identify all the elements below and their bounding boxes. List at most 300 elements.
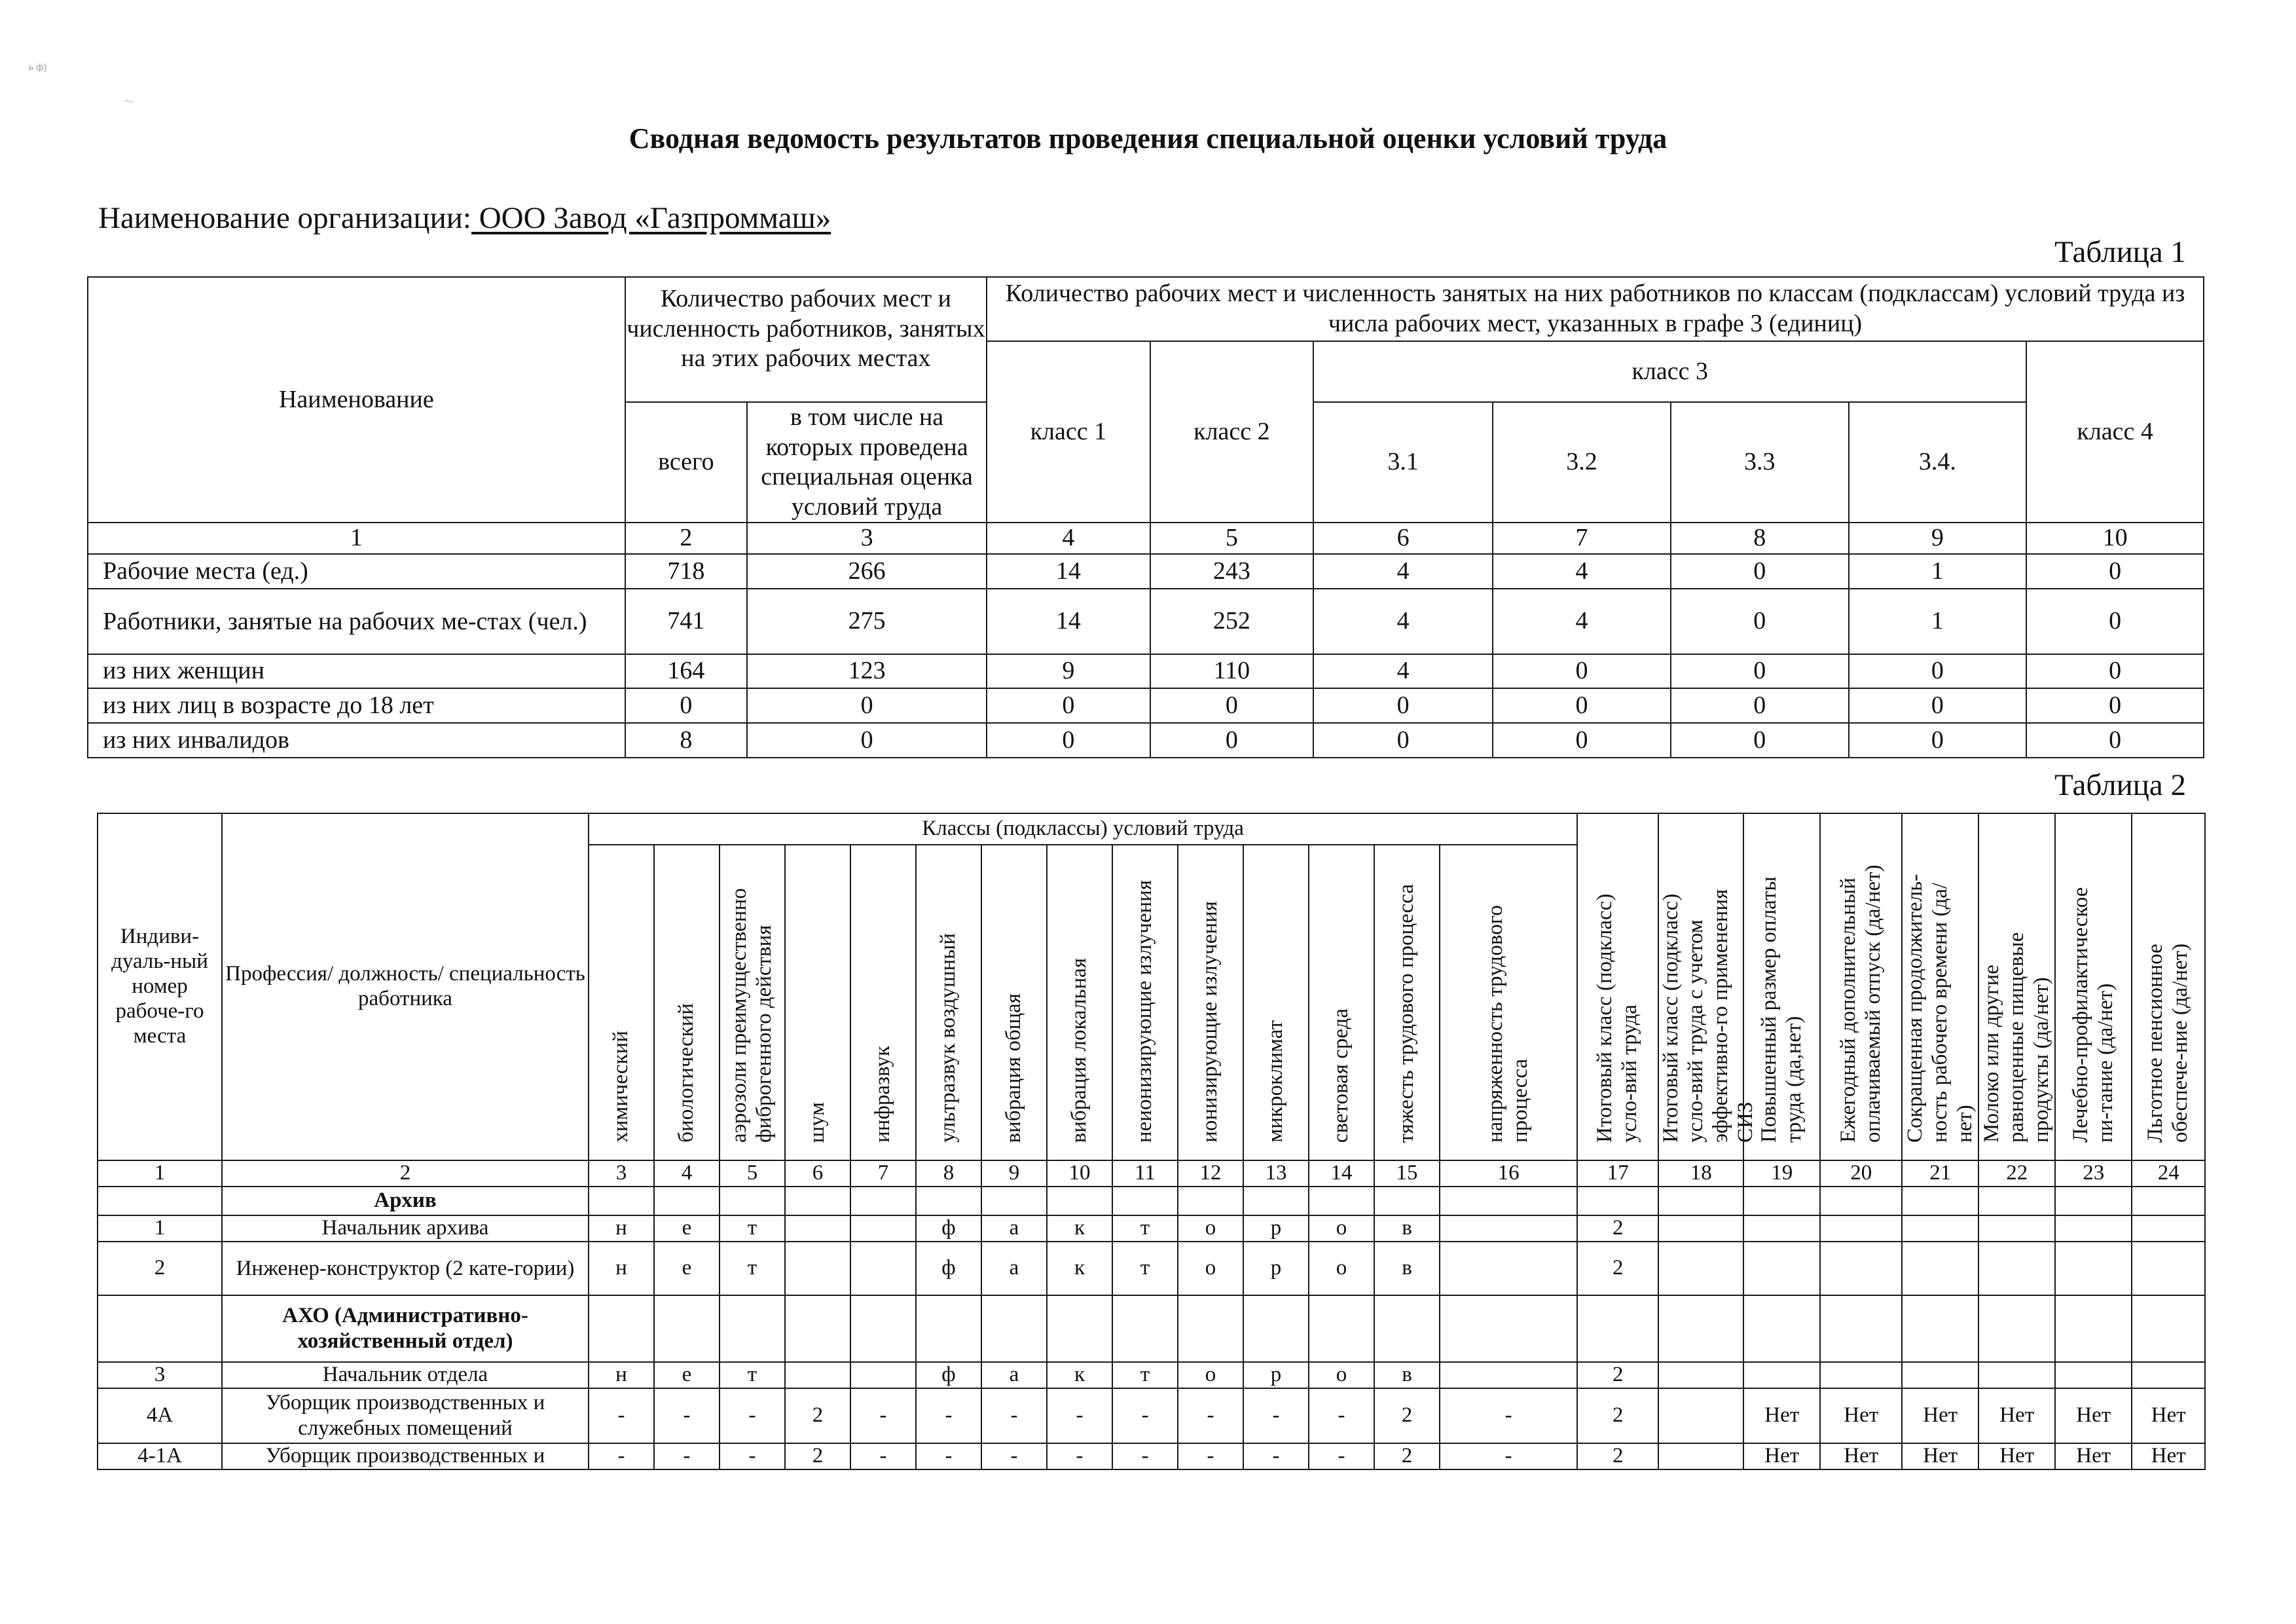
t2-factor-text: световая среда	[1329, 1008, 1353, 1143]
t1-col-number: 9	[1849, 523, 2027, 554]
t2-factor-header	[1309, 845, 1374, 1160]
t1-cell: 164	[625, 654, 747, 688]
t2-cell	[1658, 1215, 1743, 1242]
t2-col-number: 8	[916, 1160, 981, 1187]
t2-cell: е	[654, 1362, 720, 1388]
t2-cell	[1743, 1187, 1820, 1215]
t2-cell: Нет	[1820, 1388, 1902, 1443]
t2-cell: т	[1112, 1242, 1178, 1295]
t2-cell: Нет	[1902, 1388, 1978, 1443]
t2-cell	[785, 1187, 850, 1215]
t1-cell: 4	[1313, 554, 1493, 589]
t2-cell: -	[1440, 1443, 1577, 1469]
t1-col-number: 8	[1671, 523, 1849, 554]
t1-row	[88, 654, 2204, 688]
t1-cell: 0	[1849, 654, 2027, 688]
t2-cell	[1658, 1362, 1743, 1388]
t1-col-number: 5	[1150, 523, 1314, 554]
t2-cell	[654, 1187, 720, 1215]
t2-cell: ф	[916, 1215, 981, 1242]
t2-header-right-text: Молоко или другие равноценные пищевые продукты (да/нет)	[1979, 932, 2053, 1143]
t1-cell: 0	[1671, 688, 1849, 723]
t2-cell: -	[654, 1388, 720, 1443]
t2-profession: Уборщик производственных и служебных помещений	[222, 1388, 589, 1443]
t2-factor-header	[1374, 845, 1440, 1160]
t1-cell: 0	[1671, 554, 1849, 589]
t2-profession: Начальник архива	[222, 1215, 589, 1242]
t1-cell: 0	[625, 688, 747, 723]
t1-header-class1: класс 1	[987, 341, 1150, 523]
t2-factor-header	[1440, 845, 1577, 1160]
t1-row-label: Работники, занятые на рабочих ме-стах (чел.)	[88, 589, 625, 654]
t1-cell: 0	[747, 723, 987, 758]
t2-col-number: 13	[1243, 1160, 1309, 1187]
t2-cell	[1047, 1187, 1112, 1215]
t2-factor-header	[1178, 845, 1243, 1160]
t2-header-classes: Классы (подклассы) условий труда	[589, 813, 1577, 845]
t2-cell	[981, 1295, 1047, 1362]
t2-cell: т	[1112, 1215, 1178, 1242]
t1-cell: 266	[747, 554, 987, 589]
t2-profession: Уборщик производственных и	[222, 1443, 589, 1469]
t2-col-number: 6	[785, 1160, 850, 1187]
t2-cell	[785, 1215, 850, 1242]
t1-cell: 0	[1493, 654, 1671, 688]
t2-cell	[1374, 1187, 1440, 1215]
t1-header-count: Количество рабочих мест и численность работников, занятых на этих рабочих местах	[625, 277, 987, 402]
t2-cell	[2055, 1242, 2132, 1295]
t1-cell: 0	[1849, 723, 2027, 758]
t2-cell	[2132, 1295, 2205, 1362]
t1-cell: 0	[1150, 688, 1314, 723]
t2-cell	[1440, 1215, 1577, 1242]
t2-cell	[1978, 1295, 2055, 1362]
t1-col-number: 1	[88, 523, 625, 554]
t2-col-number: 21	[1902, 1160, 1978, 1187]
t2-cell	[720, 1187, 785, 1215]
t1-row	[88, 589, 2204, 654]
t2-id: 4-1А	[98, 1443, 222, 1469]
t2-cell: -	[850, 1388, 916, 1443]
t2-cell: о	[1309, 1362, 1374, 1388]
t2-cell	[1743, 1295, 1820, 1362]
t2-col-number: 22	[1978, 1160, 2055, 1187]
t1-col-number: 2	[625, 523, 747, 554]
t2-group-title: Архив	[222, 1187, 589, 1215]
t2-id: 3	[98, 1362, 222, 1388]
t2-cell	[1902, 1187, 1978, 1215]
t2-cell	[785, 1362, 850, 1388]
t2-cell: -	[1309, 1388, 1374, 1443]
t2-header-right	[1978, 813, 2055, 1160]
t2-cell: Нет	[1978, 1388, 2055, 1443]
t2-cell	[2132, 1215, 2205, 1242]
t2-header-right-text: Итоговый класс (подкласс) усло-вий труда	[1593, 893, 1642, 1143]
t2-header-right	[1902, 813, 1978, 1160]
t2-cell: -	[589, 1388, 654, 1443]
t2-col-number: 2	[222, 1160, 589, 1187]
t2-factor-text: ионизирующие излучения	[1198, 901, 1222, 1143]
t1-header-class3: класс 3	[1313, 341, 2026, 402]
t2-cell: 2	[785, 1388, 850, 1443]
t1-cell: 14	[987, 554, 1150, 589]
t2-cell: о	[1178, 1242, 1243, 1295]
t1-cell: 1	[1849, 589, 2027, 654]
t2-row	[98, 1388, 2205, 1443]
t2-cell: в	[1374, 1215, 1440, 1242]
t2-cell	[1309, 1187, 1374, 1215]
t2-col-number: 15	[1374, 1160, 1440, 1187]
t2-cell: т	[720, 1215, 785, 1242]
t1-row-label: из них женщин	[88, 654, 625, 688]
scan-speck: ь ф)	[29, 62, 47, 72]
t2-header-id: Индиви-дуаль-ный номер рабоче-го места	[98, 813, 222, 1160]
t2-cell	[916, 1187, 981, 1215]
t2-factor-text: аэрозоли преимущественно фиброгенного действия	[727, 888, 776, 1143]
t2-cell	[2055, 1362, 2132, 1388]
t2-row	[98, 1443, 2205, 1469]
t1-col-number: 3	[747, 523, 987, 554]
t2-cell	[850, 1295, 916, 1362]
t1-row-label: из них инвалидов	[88, 723, 625, 758]
t2-col-number: 14	[1309, 1160, 1374, 1187]
t2-cell	[1178, 1295, 1243, 1362]
t2-cell: а	[981, 1215, 1047, 1242]
t1-row-label: из них лиц в возрасте до 18 лет	[88, 688, 625, 723]
t2-cell	[1178, 1187, 1243, 1215]
t2-cell	[1820, 1295, 1902, 1362]
t2-cell: -	[1178, 1443, 1243, 1469]
t2-col-number: 18	[1658, 1160, 1743, 1187]
t2-cell: а	[981, 1242, 1047, 1295]
t2-factor-header	[1047, 845, 1112, 1160]
t2-cell: -	[1440, 1388, 1577, 1443]
t2-col-number: 23	[2055, 1160, 2132, 1187]
t2-factor-text: химический	[609, 1031, 633, 1143]
t2-cell	[1112, 1187, 1178, 1215]
t1-header-sub: 3.4.	[1849, 402, 2027, 523]
t2-cell	[1978, 1215, 2055, 1242]
t1-cell: 0	[1849, 688, 2027, 723]
t2-col-number: 17	[1577, 1160, 1658, 1187]
t2-cell	[2055, 1295, 2132, 1362]
t2-col-number: 5	[720, 1160, 785, 1187]
t2-cell	[1743, 1362, 1820, 1388]
t2-cell: т	[720, 1242, 785, 1295]
t2-cell	[1902, 1242, 1978, 1295]
t2-factor-header	[1243, 845, 1309, 1160]
t2-cell: -	[1178, 1388, 1243, 1443]
document-title: Сводная ведомость результатов проведения специальной оценки условий труда	[629, 122, 1667, 155]
t2-header-right	[1658, 813, 1758, 1160]
t2-header-right	[1577, 813, 1658, 1160]
t2-factor-header	[785, 845, 850, 1160]
t2-factor-header	[850, 845, 916, 1160]
t1-cell: 275	[747, 589, 987, 654]
t2-cell	[2132, 1187, 2205, 1215]
t2-cell	[1577, 1295, 1658, 1362]
t2-cell: ф	[916, 1362, 981, 1388]
t2-header-right-text: Повышенный размер оплаты труда (да,нет)	[1757, 876, 1806, 1143]
t2-cell: 2	[1577, 1242, 1658, 1295]
t2-cell: а	[981, 1362, 1047, 1388]
t2-factor-header	[981, 845, 1047, 1160]
t1-header-assessed: в том числе на которых проведена специальная оценка условий труда	[747, 402, 987, 523]
t2-row	[98, 1242, 2205, 1295]
t2-header-right	[1820, 813, 1902, 1160]
t2-cell: -	[720, 1443, 785, 1469]
t2-cell	[2055, 1187, 2132, 1215]
summary-table	[87, 276, 2204, 758]
t2-cell	[589, 1295, 654, 1362]
t2-header-right-text: Сокращенная продолжитель-ность рабочего времени (да/нет)	[1903, 874, 1977, 1143]
t2-cell: в	[1374, 1242, 1440, 1295]
t2-cell: Нет	[1978, 1443, 2055, 1469]
t2-col-number: 11	[1112, 1160, 1178, 1187]
t2-cell	[1743, 1242, 1820, 1295]
t2-cell: -	[1243, 1443, 1309, 1469]
t1-cell: 0	[2026, 654, 2204, 688]
t2-col-number: 20	[1820, 1160, 1902, 1187]
t2-cell	[589, 1187, 654, 1215]
t2-cell: 2	[1577, 1443, 1658, 1469]
t1-col-number: 7	[1493, 523, 1671, 554]
t2-cell: в	[1374, 1362, 1440, 1388]
t1-cell: 9	[987, 654, 1150, 688]
t1-cell: 252	[1150, 589, 1314, 654]
t2-cell: н	[589, 1215, 654, 1242]
t2-cell: -	[1112, 1388, 1178, 1443]
t2-cell	[1440, 1187, 1577, 1215]
t2-cell	[850, 1362, 916, 1388]
t2-factor-text: ультразвук воздушный	[936, 933, 960, 1143]
t2-factor-text: вибрация локальная	[1067, 957, 1091, 1143]
t1-cell: 0	[2026, 589, 2204, 654]
t1-cell: 1	[1849, 554, 2027, 589]
t2-factor-text: шум	[805, 1101, 829, 1143]
t2-cell: -	[916, 1443, 981, 1469]
t1-header-total: всего	[625, 402, 747, 523]
t1-cell: 0	[1671, 654, 1849, 688]
t1-cell: 4	[1493, 589, 1671, 654]
t2-cell: Нет	[1743, 1443, 1820, 1469]
table2-caption: Таблица 2	[2054, 768, 2186, 802]
t1-cell: 0	[1493, 688, 1671, 723]
t2-cell	[850, 1187, 916, 1215]
t2-cell: о	[1178, 1215, 1243, 1242]
t1-cell: 741	[625, 589, 747, 654]
t2-cell	[1047, 1295, 1112, 1362]
t2-factor-header	[654, 845, 720, 1160]
t2-col-number: 4	[654, 1160, 720, 1187]
t2-cell: -	[850, 1443, 916, 1469]
t2-cell	[785, 1242, 850, 1295]
t2-factor-header	[589, 845, 654, 1160]
t2-cell	[1658, 1388, 1743, 1443]
t2-cell: н	[589, 1362, 654, 1388]
t1-row-label: Рабочие места (ед.)	[88, 554, 625, 589]
t2-cell	[1820, 1215, 1902, 1242]
t2-cell: Нет	[1743, 1388, 1820, 1443]
t2-cell: -	[589, 1443, 654, 1469]
t2-cell: 2	[1577, 1362, 1658, 1388]
t1-header-sub: 3.2	[1493, 402, 1671, 523]
t2-factor-text: микроклимат	[1264, 1020, 1288, 1143]
t2-cell	[720, 1295, 785, 1362]
t2-factor-header	[916, 845, 981, 1160]
t2-header-right	[2055, 813, 2132, 1160]
t1-cell: 123	[747, 654, 987, 688]
scan-speck: ~-	[124, 96, 133, 106]
t1-cell: 0	[987, 723, 1150, 758]
t2-cell: р	[1243, 1362, 1309, 1388]
t1-cell: 0	[1150, 723, 1314, 758]
t2-cell	[1658, 1295, 1743, 1362]
t2-cell	[1658, 1242, 1743, 1295]
t2-cell	[654, 1295, 720, 1362]
t2-cell: -	[916, 1388, 981, 1443]
t2-cell: -	[981, 1443, 1047, 1469]
organization-line	[98, 200, 831, 236]
t2-cell: 2	[1374, 1388, 1440, 1443]
t2-header-right	[2132, 813, 2205, 1160]
t2-group-row	[98, 1187, 2205, 1215]
t1-cell: 0	[1671, 723, 1849, 758]
t2-cell: -	[1047, 1443, 1112, 1469]
t1-cell: 4	[1313, 654, 1493, 688]
t2-header-right-text: Лечебно-профилактическое пи-тание (да/нет)	[2068, 887, 2117, 1143]
t2-cell	[916, 1295, 981, 1362]
t2-row	[98, 1362, 2205, 1388]
t2-cell: Нет	[2132, 1443, 2205, 1469]
t2-id: 1	[98, 1215, 222, 1242]
t2-cell	[1902, 1362, 1978, 1388]
t2-cell	[2055, 1215, 2132, 1242]
t1-header-name: Наименование	[88, 277, 625, 523]
t2-cell	[1978, 1187, 2055, 1215]
t1-row	[88, 723, 2204, 758]
t2-cell: к	[1047, 1362, 1112, 1388]
t1-cell: 0	[1671, 589, 1849, 654]
t2-cell: Нет	[2055, 1443, 2132, 1469]
t2-cell	[1440, 1362, 1577, 1388]
t2-cell: -	[654, 1443, 720, 1469]
t1-cell: 243	[1150, 554, 1314, 589]
t2-cell	[2132, 1242, 2205, 1295]
organization-label: Наименование организации:	[98, 201, 471, 235]
t2-cell	[1658, 1187, 1743, 1215]
t2-cell: -	[981, 1388, 1047, 1443]
t1-header-sub: 3.1	[1313, 402, 1493, 523]
t1-cell: 0	[987, 688, 1150, 723]
t2-col-number: 12	[1178, 1160, 1243, 1187]
t2-factor-header	[1112, 845, 1178, 1160]
t2-cell: е	[654, 1242, 720, 1295]
t2-factor-text: биологический	[674, 1003, 699, 1143]
t2-cell: -	[1309, 1443, 1374, 1469]
t2-cell: Нет	[2132, 1388, 2205, 1443]
t2-factor-text: напряженность трудового процесса	[1484, 905, 1533, 1143]
t2-cell	[1577, 1187, 1658, 1215]
t2-cell: Нет	[1902, 1443, 1978, 1469]
t2-cell: к	[1047, 1242, 1112, 1295]
t2-cell	[1902, 1295, 1978, 1362]
t2-cell: -	[1047, 1388, 1112, 1443]
t2-cell: ф	[916, 1242, 981, 1295]
t2-cell: о	[1309, 1242, 1374, 1295]
t2-cell: к	[1047, 1215, 1112, 1242]
t2-cell	[1820, 1362, 1902, 1388]
t2-header-profession: Профессия/ должность/ специальность работника	[222, 813, 589, 1160]
t2-cell: Нет	[2055, 1388, 2132, 1443]
t2-cell: 2	[1577, 1215, 1658, 1242]
t1-col-number: 4	[987, 523, 1150, 554]
t1-cell: 0	[2026, 554, 2204, 589]
t2-cell	[1112, 1295, 1178, 1362]
t2-cell: 2	[785, 1443, 850, 1469]
t2-cell: р	[1243, 1242, 1309, 1295]
t2-cell	[1243, 1187, 1309, 1215]
t1-cell: 4	[1313, 589, 1493, 654]
t1-cell: 8	[625, 723, 747, 758]
t2-cell: о	[1178, 1362, 1243, 1388]
t2-cell	[1820, 1242, 1902, 1295]
t2-col-number: 16	[1440, 1160, 1577, 1187]
t2-profession: Инженер-конструктор (2 кате-гории)	[222, 1242, 589, 1295]
t2-cell	[981, 1187, 1047, 1215]
t1-row	[88, 554, 2204, 589]
t2-cell	[1440, 1295, 1577, 1362]
t2-col-number: 24	[2132, 1160, 2205, 1187]
t1-row	[88, 688, 2204, 723]
t2-header-right-text: Итоговый класс (подкласс) усло-вий труда с учетом эффективно-го применения СИЗ	[1659, 889, 1758, 1143]
t2-cell	[1820, 1187, 1902, 1215]
t2-col-number: 1	[98, 1160, 222, 1187]
t2-factor-text: тяжесть трудового процесса	[1394, 883, 1419, 1143]
workplaces-table	[97, 813, 2206, 1470]
t2-col-number: 9	[981, 1160, 1047, 1187]
t1-header-classes: Количество рабочих мест и численность занятых на них работников по классам (подклассам) условий труда из числа рабочих мест, указанных в графе 3 (единиц)	[987, 277, 2204, 341]
t2-col-number: 3	[589, 1160, 654, 1187]
t2-cell: Нет	[1820, 1443, 1902, 1469]
t2-header-right-text: Льготное пенсионное обеспече-ние (да/нет)	[2143, 943, 2193, 1143]
t1-header-class2: класс 2	[1150, 341, 1314, 523]
t1-col-number: 10	[2026, 523, 2204, 554]
t2-cell	[98, 1295, 222, 1362]
t2-cell: н	[589, 1242, 654, 1295]
t2-factor-text: неионизирующие излучения	[1133, 879, 1157, 1143]
t1-cell: 0	[2026, 688, 2204, 723]
t2-cell	[1743, 1215, 1820, 1242]
t2-cell	[850, 1215, 916, 1242]
t2-cell: 2	[1374, 1443, 1440, 1469]
t2-col-number: 7	[850, 1160, 916, 1187]
t2-cell	[1658, 1443, 1743, 1469]
t2-id: 4А	[98, 1388, 222, 1443]
t2-cell	[1902, 1215, 1978, 1242]
t2-cell: т	[1112, 1362, 1178, 1388]
t2-cell	[98, 1187, 222, 1215]
t2-cell: е	[654, 1215, 720, 1242]
t2-cell	[1978, 1242, 2055, 1295]
t2-group-row	[98, 1295, 2205, 1362]
t2-cell	[1978, 1362, 2055, 1388]
t2-factor-text: инфразвук	[871, 1046, 895, 1143]
t2-group-title: АХО (Административно-хозяйственный отдел)	[222, 1295, 589, 1362]
t2-col-number: 10	[1047, 1160, 1112, 1187]
t2-cell: т	[720, 1362, 785, 1388]
t2-id: 2	[98, 1242, 222, 1295]
